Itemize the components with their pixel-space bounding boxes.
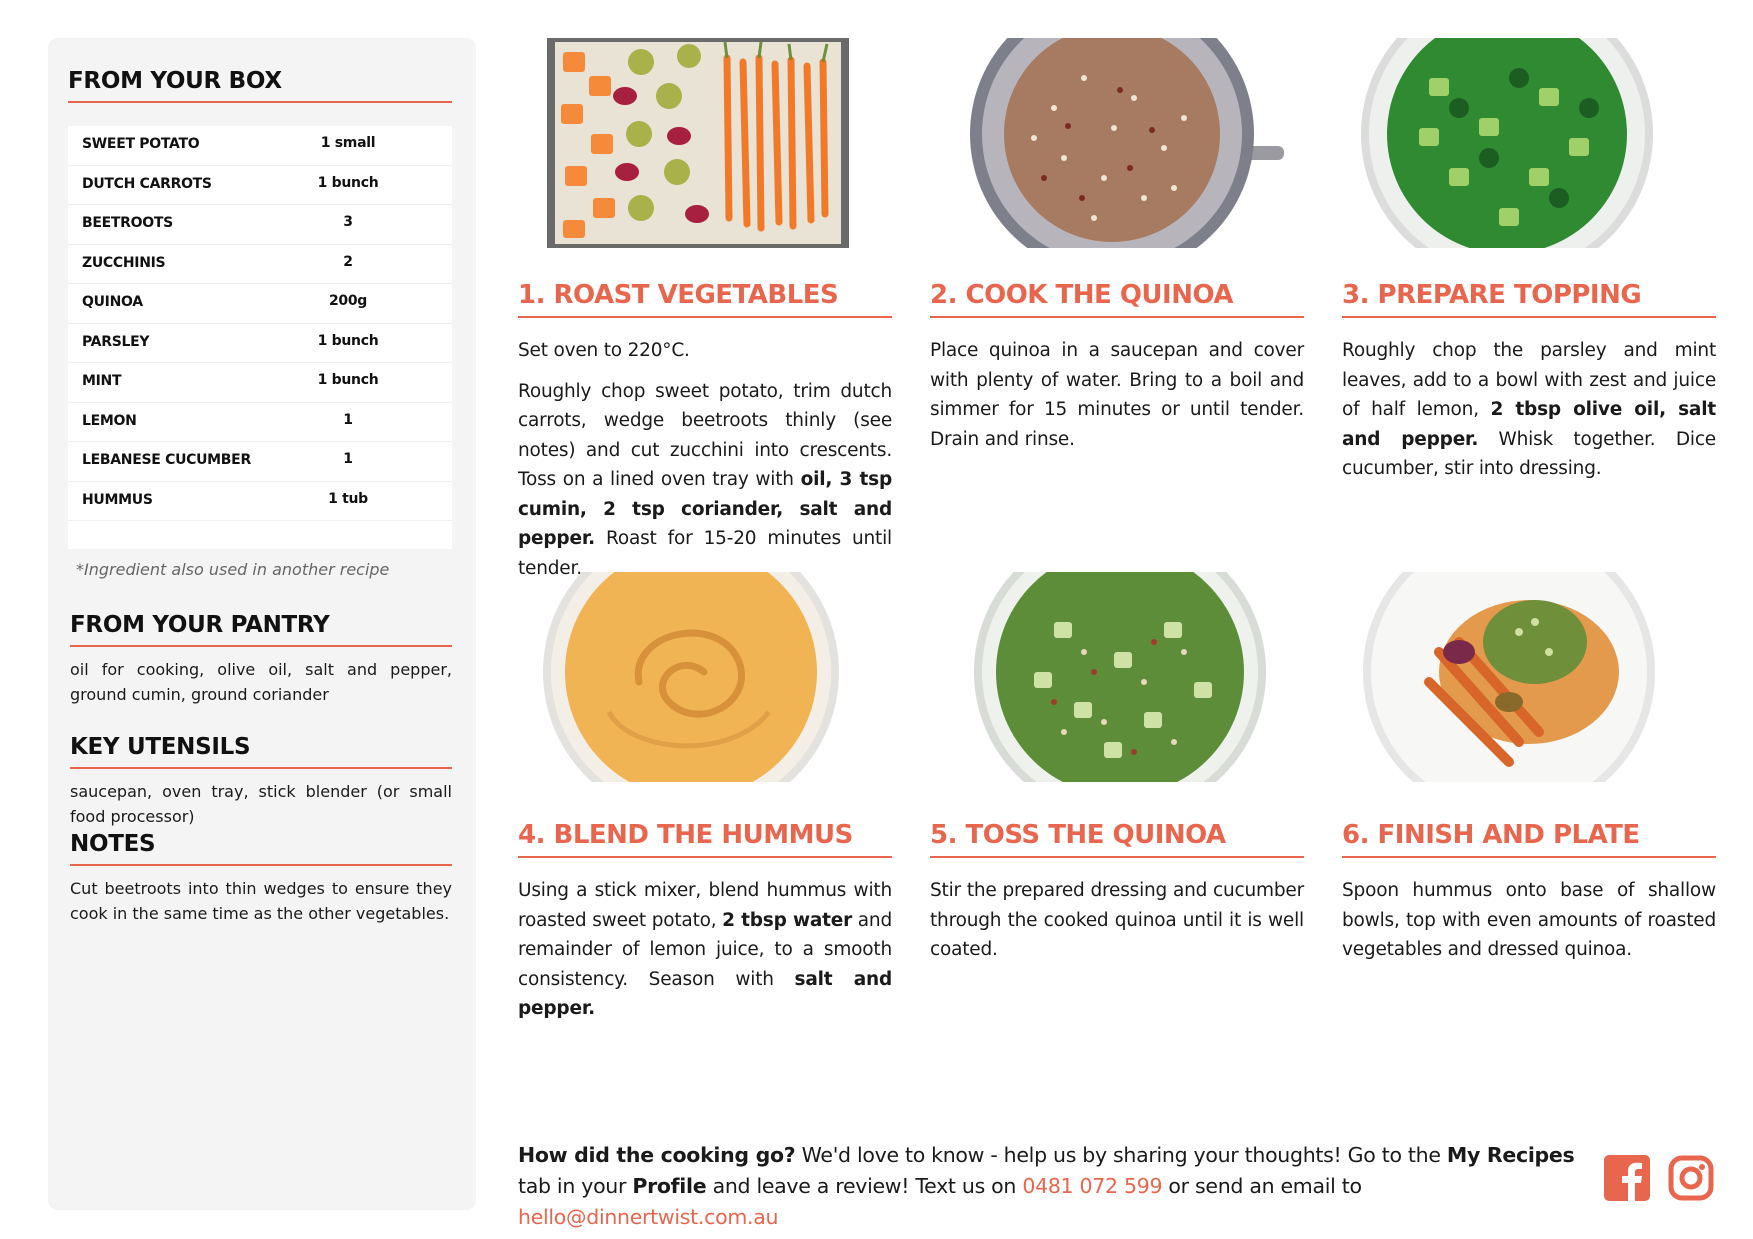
- step-6-text: [1342, 876, 1716, 976]
- step-4-text-part: and remainder of lemon juice, to a smooth consistency. Season with: [518, 909, 892, 990]
- step-4-title: 4. BLEND THE HUMMUS: [518, 820, 892, 858]
- from-your-pantry-heading: FROM YOUR PANTRY: [70, 612, 452, 647]
- my-recipes-label: My Recipes: [1446, 1143, 1575, 1167]
- ingredient-row: [68, 126, 452, 166]
- step-5-title: 5. TOSS THE QUINOA: [930, 820, 1304, 858]
- step-1-text-part: Roast for 15-20 minutes until tender.: [518, 528, 892, 579]
- step-6-paragraph-1: Spoon hummus onto base of shallow bowls, top with even amounts of roasted vegetables and dressed quinoa.: [1342, 880, 1716, 960]
- ingredient-qty: 1: [343, 451, 353, 467]
- pantry-text: oil for cooking, olive oil, salt and pepper, ground cumin, ground coriander: [70, 660, 452, 704]
- ingredient-qty: 1 bunch: [317, 174, 379, 191]
- ingredient-qty: 1 bunch: [317, 372, 379, 388]
- step-2-title: 2. COOK THE QUINOA: [930, 280, 1304, 318]
- ingredient-row: [68, 363, 452, 403]
- ingredients-sidebar: [48, 38, 476, 1210]
- step-4-text-part: Using a stick mixer, blend hummus with roasted sweet potato,: [518, 880, 892, 931]
- step-3-paragraph-1: [1342, 336, 1716, 484]
- ingredient-qty: 3: [343, 214, 353, 230]
- ingredient-row: [68, 403, 452, 443]
- step-1-paragraph-1: Set oven to 220°C.: [518, 340, 690, 361]
- step-4-text: [518, 876, 892, 1035]
- step-3-text-part: Roughly chop the parsley and mint leaves, add to a bowl with zest and juice of half lemon,: [1342, 340, 1716, 420]
- instagram-icon[interactable]: [1668, 1155, 1714, 1201]
- finished-plate-photo: [1359, 572, 1699, 782]
- ingredient-row: [68, 284, 452, 324]
- ingredient-name: DUTCH CARROTS: [82, 175, 212, 192]
- ingredient-qty: 200g: [328, 293, 368, 309]
- ingredient-qty: 1 tub: [328, 490, 368, 507]
- footer-text: or send an email to: [1162, 1174, 1362, 1198]
- ingredient-name: SWEET POTATO: [82, 136, 200, 152]
- step-4-bold-text: 2 tbsp water: [722, 909, 853, 931]
- footer-text: and leave a review! Text us on: [706, 1174, 1023, 1198]
- step-3-text: [1342, 336, 1716, 495]
- step-3-title: 3. PREPARE TOPPING: [1342, 280, 1716, 318]
- ingredient-name: LEBANESE CUCUMBER: [82, 452, 251, 468]
- step-1-bold-text: oil, 3 tsp cumin, 2 tsp coriander, salt and pepper.: [518, 469, 892, 549]
- ingredient-row: [68, 324, 452, 364]
- step-4-paragraph-1: [518, 876, 892, 1024]
- ingredient-row: [68, 482, 452, 522]
- email-link[interactable]: hello@dinnertwist.com.au: [518, 1205, 779, 1229]
- ingredient-footnote: *Ingredient also used in another recipe: [76, 560, 390, 579]
- key-utensils-heading: KEY UTENSILS: [70, 734, 452, 769]
- ingredient-qty: 1: [343, 411, 353, 428]
- ingredient-name: LEMON: [82, 412, 137, 429]
- ingredient-row: [68, 166, 452, 206]
- feedback-footer: [518, 1140, 1578, 1233]
- step-5-text: [930, 876, 1304, 976]
- hummus-bowl-photo: [529, 572, 869, 782]
- ingredient-qty: 1 small: [320, 135, 376, 151]
- utensils-text: saucepan, oven tray, stick blender (or small food processor): [70, 782, 452, 826]
- step-4-bold-text: salt and pepper.: [518, 968, 892, 1019]
- roast-vegetables-photo: [529, 38, 869, 248]
- ingredient-row: [68, 205, 452, 245]
- from-your-box-heading: FROM YOUR BOX: [68, 68, 452, 103]
- notes-text: Cut beetroots into thin wedges to ensure they cook in the same time as the other vegetables.: [70, 879, 452, 923]
- facebook-icon[interactable]: [1604, 1155, 1650, 1201]
- step-5-paragraph-1: Stir the prepared dressing and cucumber through the cooked quinoa until it is well coated.: [930, 880, 1304, 960]
- quinoa-strainer-photo: [944, 38, 1284, 248]
- profile-label: Profile: [632, 1174, 707, 1198]
- ingredient-qty: 2: [343, 253, 353, 270]
- phone-number[interactable]: 0481 072 599: [1022, 1174, 1163, 1198]
- step-1-title: 1. ROAST VEGETABLES: [518, 280, 892, 318]
- tossed-quinoa-photo: [944, 572, 1284, 782]
- step-2-text: [930, 336, 1304, 465]
- ingredient-name: MINT: [82, 373, 122, 389]
- ingredient-name: PARSLEY: [82, 333, 150, 350]
- ingredient-name: ZUCCHINIS: [82, 254, 166, 271]
- ingredient-name: QUINOA: [82, 294, 143, 310]
- herb-topping-photo: [1359, 38, 1699, 248]
- step-1-text-part: Roughly chop sweet potato, trim dutch carrots, wedge beetroots thinly (see notes) and cut zucchini into crescents. Toss on a lined oven tray with: [518, 380, 892, 490]
- ingredient-row: [68, 245, 452, 285]
- notes-heading: NOTES: [70, 831, 452, 866]
- footer-text: tab in your: [518, 1174, 633, 1198]
- feedback-question: How did the cooking go?: [518, 1143, 796, 1167]
- step-3-bold-text: 2 tbsp olive oil, salt and pepper.: [1342, 399, 1716, 450]
- ingredient-name: BEETROOTS: [82, 215, 173, 231]
- step-3-text-part: Whisk together. Dice cucumber, stir into dressing.: [1342, 428, 1716, 479]
- ingredient-row: [68, 442, 452, 482]
- step-2-paragraph-1: Place quinoa in a saucepan and cover with plenty of water. Bring to a boil and simmer for 15 minutes or until tender. Drain and rinse.: [930, 340, 1304, 450]
- step-6-title: 6. FINISH AND PLATE: [1342, 820, 1716, 858]
- ingredients-table: [68, 126, 452, 549]
- footer-text: We'd love to know - help us by sharing your thoughts! Go to the: [795, 1143, 1447, 1167]
- step-1-text: [518, 336, 892, 594]
- ingredient-qty: 1 bunch: [317, 332, 379, 349]
- step-1-paragraph-2: [518, 377, 892, 584]
- ingredient-name: HUMMUS: [82, 491, 153, 508]
